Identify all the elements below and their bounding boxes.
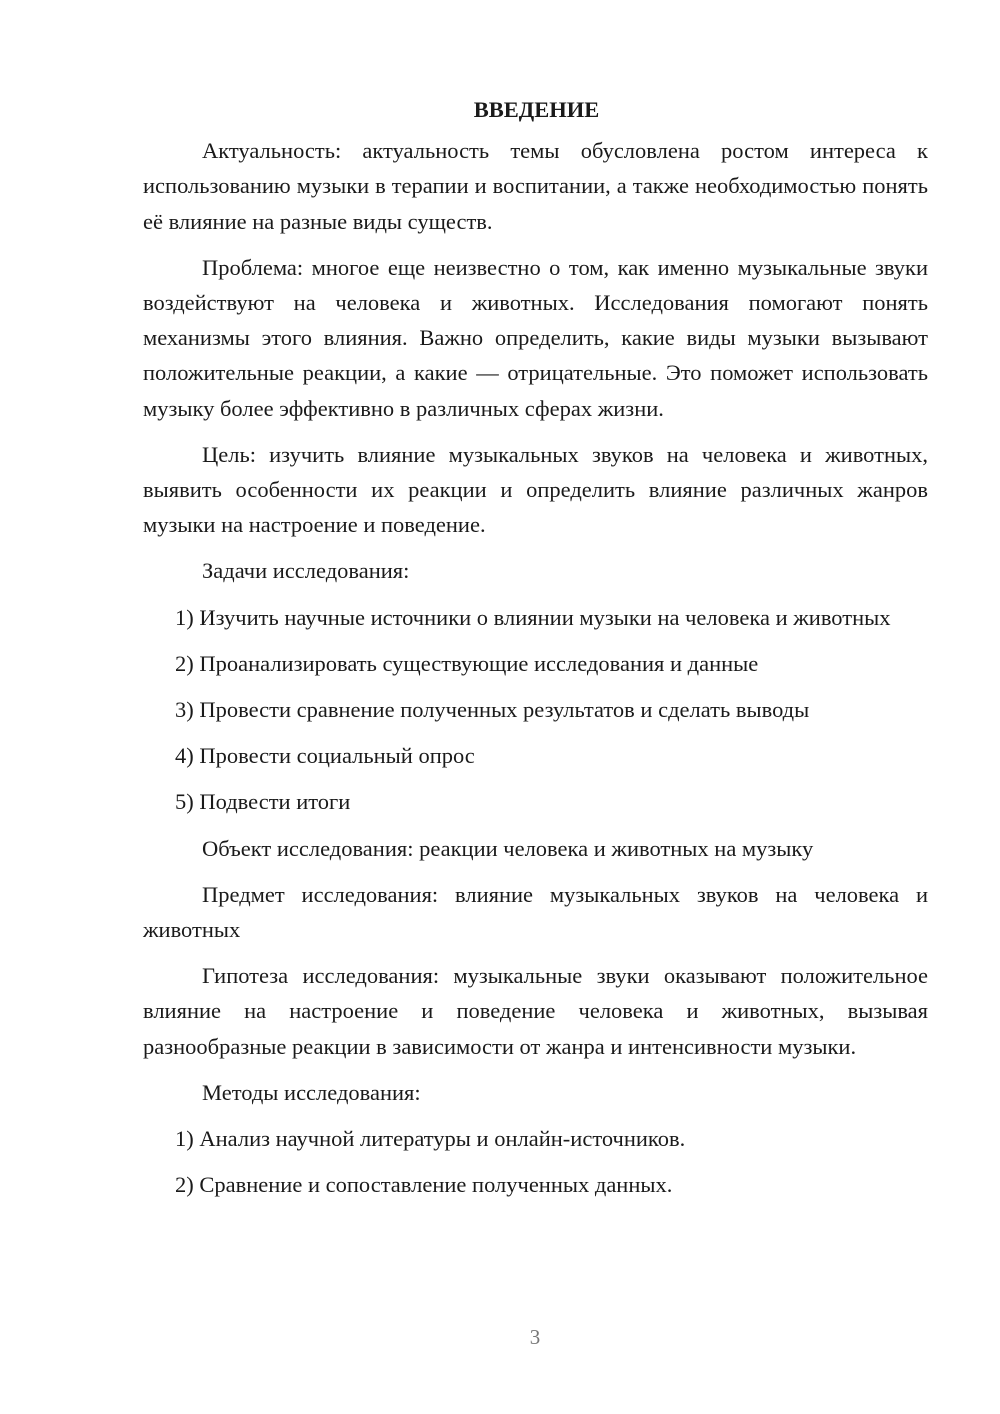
task-item-4: 4) Провести социальный опрос [175, 743, 475, 769]
page-content [143, 92, 928, 1213]
method-item-2: 2) Сравнение и сопоставление полученных данных. [175, 1172, 673, 1198]
paragraph-object: Объект исследования: реакции человека и животных на музыку [202, 835, 814, 861]
task-item-3: 3) Провести сравнение полученных результатов и сделать выводы [175, 697, 810, 723]
tasks-heading: Задачи исследования: [202, 558, 410, 584]
paragraph-subject: Предмет исследования: влияние музыкальных звуков на человека и животных [143, 881, 928, 943]
page-number: 3 [529, 1325, 541, 1349]
section-title: ВВЕДЕНИЕ [473, 97, 600, 122]
task-item-1: 1) Изучить научные источники о влиянии музыки на человека и животных [175, 604, 891, 630]
method-item-1: 1) Анализ научной литературы и онлайн-источников. [175, 1126, 686, 1152]
task-item-5: 5) Подвести итоги [175, 789, 351, 815]
task-item-2: 2) Проанализировать существующие исследования и данные [175, 650, 759, 676]
paragraph-goal: Цель: изучить влияние музыкальных звуков на человека и животных, выявить особенности их реакции и определить влияние различных жанров музыки на настроение и поведение. [143, 441, 928, 538]
paragraph-problem: Проблема: многое еще неизвестно о том, как именно музыкальные звуки воздействуют на человека и животных. Исследования помогают понять механизмы этого влияния. Важно определить, какие виды музыки вызывают положительные реакции, а какие — отрицательные. Это поможет использовать музыку более эффективно в различных сферах жизни. [143, 254, 928, 421]
paragraph-hypothesis: Гипотеза исследования: музыкальные звуки оказывают положительное влияние на настроение и поведение человека и животных, вызывая разнообразные реакции в зависимости от жанра и интенсивности музыки. [143, 963, 928, 1059]
methods-heading: Методы исследования: [202, 1079, 421, 1105]
paragraph-relevance: Актуальность: актуальность темы обусловлена ростом интереса к использованию музыки в терапии и воспитании, а также необходимостью понять её влияние на разные виды существ. [143, 138, 928, 234]
